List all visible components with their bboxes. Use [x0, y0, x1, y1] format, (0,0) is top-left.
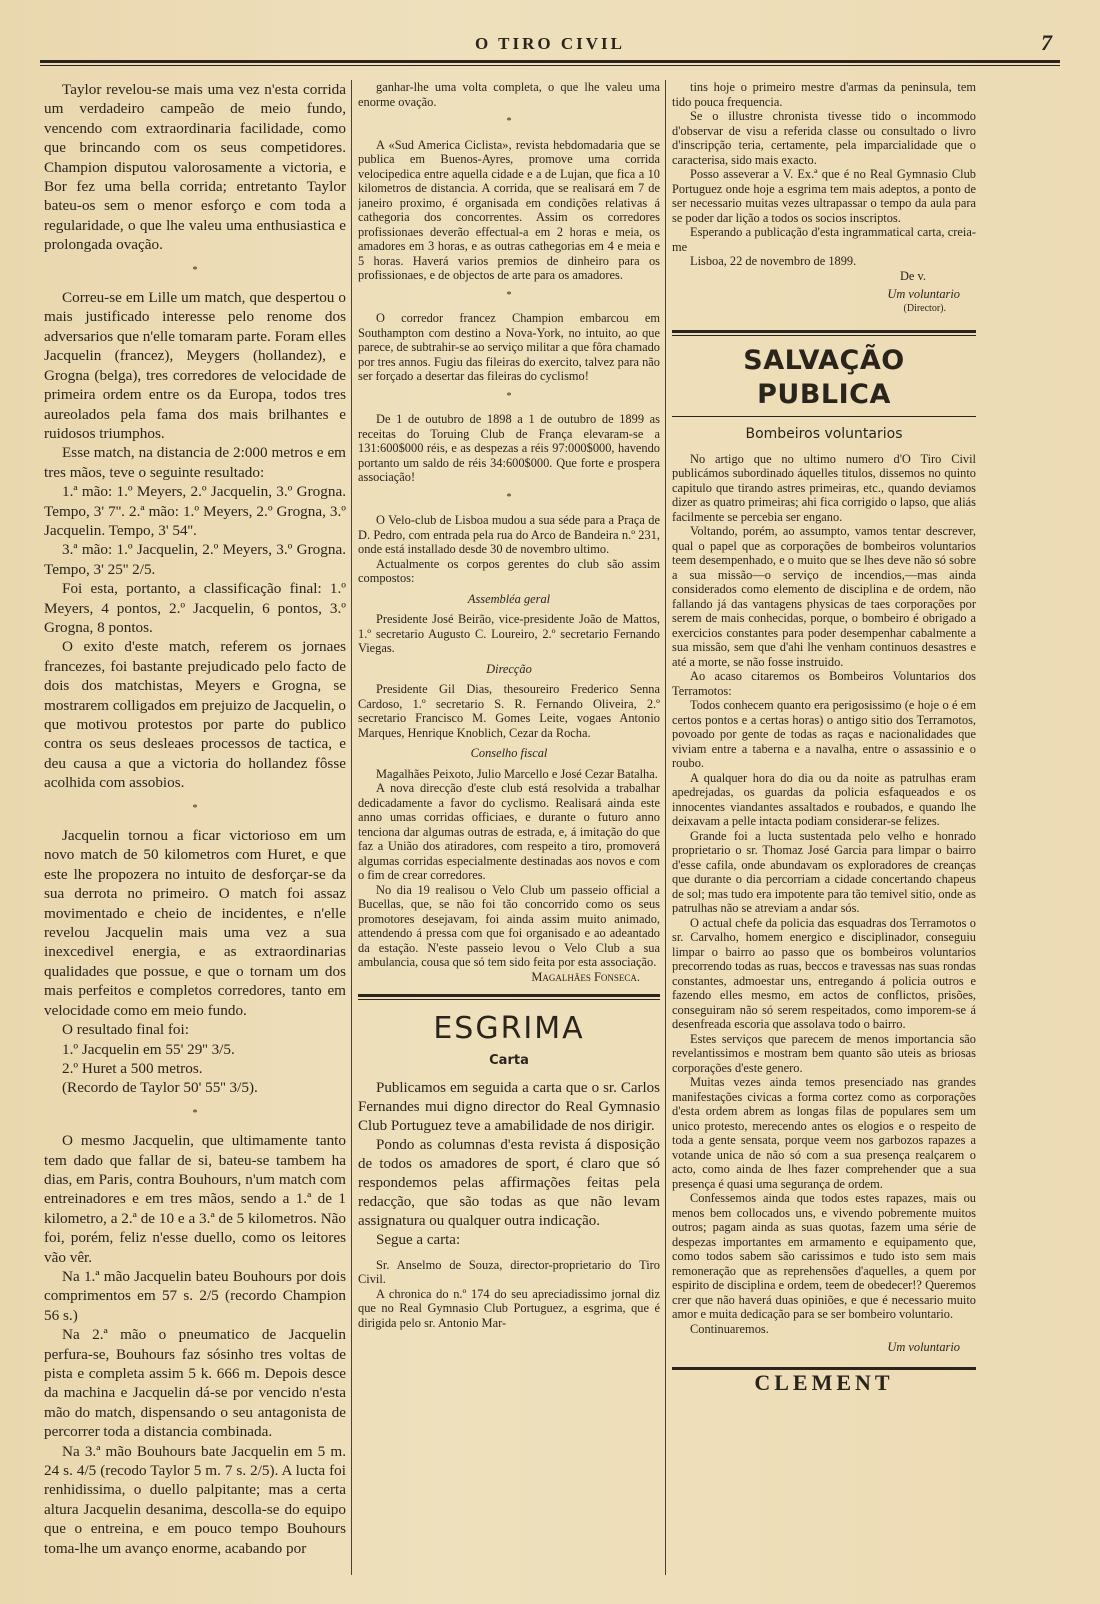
- paragraph: Foi esta, portanto, a classificação final: 1.º Meyers, 4 pontos, 2.º Jacquelin, 6 pontos, 3.º Grogna, 8 pontos.: [44, 580, 346, 636]
- paragraph: A qualquer hora do dia ou da noite as patrulhas eram apedrejadas, os guardas da policia esfaqueados e os innocentes viandantes assaltados e roubados, e quando lhe deixavam a pelle intacta podiam considerar-se felizes.: [672, 770, 976, 828]
- result-line: 2.º Huret a 500 metros.: [62, 1059, 203, 1077]
- paragraph: O Velo-club de Lisboa mudou a sua séde para a Praça de D. Pedro, com entrada pela rua do Arco de Bandeira n.º 231, onde está installado desde 30 de novembro ultimo.: [358, 513, 660, 556]
- separator-star: *: [506, 116, 512, 127]
- paragraph: O mesmo Jacquelin, que ultimamente tanto tem dado que fallar de si, bateu-se tambem ha dias, em Paris, contra Bouhours, n'um match com entreinadores e em tres mãos, sendo a 1.ª de 1 kilometro, a 2.ª de 10 e a 3.ª de 5 kilometros. Não foi, porém, feliz n'esse duello, como os leitores vão vêr.: [44, 1132, 346, 1266]
- column-3: [672, 80, 976, 1575]
- paragraph: Esperando a publicação d'esta ingrammatical carta, creia-me: [672, 225, 976, 254]
- separator-star: *: [506, 390, 512, 402]
- paragraph: A «Sud America Ciclista», revista hebdomadaria que se publica em Buenos-Ayres, promove uma corrida velocipedica entre aquella cidade e a de Lujan, que fica a 10 kilometros de distancia. A corrida, que se realisará em 7 de janeiro proximo, é organisada em condições relativas á cathegoria dos concorrentes. Assim os corredores profissionaes deverão effectual-a em 2 horas e meia, os amadores em 3 horas, e as outras cathegorias em 4 e meia e 5 horas. Haverá varios premios de dinheiro para os profissionaes, e de objectos de arte para os amadores.: [358, 137, 660, 282]
- paragraph: A chronica do n.º 174 do seu apreciadissimo jornal diz que no Real Gymnasio Club Portuguez, a esgrima, que é dirigida pelo sr. Antonio Mar-: [358, 1286, 660, 1330]
- paragraph: Se o illustre chronista tivesse tido o incommodo d'observar de visu a referida classe ou consultado o livro d'inscripção teria, certamente, pela imparcialidade que o caracterisa, sido mais exacto.: [672, 109, 976, 167]
- paragraph: 3.ª mão: 1.º Jacquelin, 2.º Meyers, 3.º Grogna. Tempo, 3' 25'' 2/5.: [44, 541, 346, 578]
- paragraph: Todos conhecem quanto era perigosissimo (e hoje o é em certos pontos e a certas horas) o antigo sitio dos Terramotos, povoado por gente de todas as raças e nacionalidades que viviam entre a taberna e a navalha, entre o assassinio e o roubo.: [672, 698, 976, 770]
- paragraph: No artigo que no ultimo numero d'O Tiro Civil publicámos subordinado áquelles titulos, dissemos no quinto capitulo que tirando astres primeiras, etc., quando deviamos dizer as quatro primeiras; ahi fica corrigido o lapso, que aliás facilmente se percebia ser engano.: [672, 451, 976, 524]
- paragraph: Esse match, na distancia de 2:000 metros e em tres mãos, teve o seguinte resultado:: [44, 444, 346, 481]
- header-rule: [40, 60, 1060, 63]
- column-1: [44, 80, 346, 1575]
- paragraph: Grande foi a lucta sustentada pelo velho e honrado proprietario o sr. Thomaz José Garcia para limpar o bairro d'esse cafila, onde abundavam os exploradores de creanças que durante o dia percorriam a cidade concertando chapeus de sol; mas tudo era impotente para tão temivel sitio, onde as patrulhas não se atreviam a andar sós.: [672, 828, 976, 915]
- paragraph: Ao acaso citaremos os Bombeiros Voluntarios dos Terramotos:: [672, 669, 976, 698]
- paragraph: tins hoje o primeiro mestre d'armas da peninsula, tem tido pouca frequencia.: [672, 80, 976, 109]
- paragraph: ganhar-lhe uma volta completa, o que lhe valeu uma enorme ovação.: [358, 80, 660, 109]
- author-signature: Magalhães Fonseca.: [531, 969, 640, 984]
- letter-signature-role: (Director).: [903, 302, 946, 314]
- paragraph: No dia 19 realisou o Velo Club um passeio official a Bucellas, que, se não foi tão concorrido como os seus promotores desejavam, foi ainda assim muito animado, attendendo á pressa com que foi organisado e ao adeantado da estação. N'este passeio levou o Velo Club a sua ambulancia, cousa que só tem sido feita por esta associação.: [358, 882, 660, 969]
- paragraph: Magalhães Peixoto, Julio Marcello e José Cezar Batalha.: [376, 766, 658, 781]
- article-signature: Um voluntario: [887, 1340, 960, 1354]
- paragraph: Muitas vezes ainda temos presenciado nas grandes manifestações civicas a forma cortez como as corporações d'esta ordem abrem as longas filas de populares sem um unico protesto, merecendo antes os elogios e o respeito de toda a gente sensata, porque veem nos garbozos rapazes a votande unica de não só com a sua presença realçarem o acto, como ainda de lhes fazer comprehender que a sua presença é quasi uma segurança de ordem.: [672, 1075, 976, 1191]
- paragraph: Presidente Gil Dias, thesoureiro Frederico Senna Cardoso, 1.º secretario S. R. Fernando Oliveira, 2.º secretario Francisco M. Gomes Leite, vogaes Antonio Marques, Henrique Knoblich, Cezar da Rocha.: [358, 682, 660, 740]
- letter-closing: De v.: [899, 268, 926, 283]
- paragraph: O actual chefe da policia das esquadras dos Terramotos o sr. Carvalho, homem energico e disciplinador, conseguiu limpar o bairro ao passo que os bombeiros voluntarios precorrendo todas as ruas, beccos e travessas nas suas rondas constantes, admoestar uns, entregando á policia outros e fazendo elles mesmo, em actos de conflictos, prisões, conseguiram não só serem respeitados, como imporem-se á desenfreada escoria que assolava todo o bairro.: [672, 915, 976, 1031]
- section-rule-thin: [358, 999, 660, 1000]
- paragraph: Segue a carta:: [376, 1231, 461, 1248]
- newspaper-title: O TIRO CIVIL: [475, 34, 625, 53]
- paragraph: Pondo as columnas d'esta revista á disposição de todos os amadores de sport, é claro que só respondemos pelas affirmações feitas pela redacção, que são todas as que não levam assignatura ou qualquer outra indicação.: [358, 1136, 660, 1229]
- header-rule-thin: [40, 65, 1060, 66]
- paragraph: Taylor revelou-se mais uma vez n'esta corrida um verdadeiro campeão de meio fundo, vencendo com extraordinaria facilidade, como que brincando com os seus competidores. Champion disputou valorosamente a victoria, e Bor fez uma bella corrida; entretanto Taylor bateu-os sem o menor esforço e com toda a regularidade, o que lhe valeu uma enthusiastica e prolongada ovação.: [44, 81, 346, 254]
- column-divider: [665, 80, 666, 1575]
- paragraph: Na 1.ª mão Jacquelin bateu Bouhours por dois comprimentos em 57 s. 2/5 (recordo Champion 56 s.): [44, 1267, 346, 1324]
- column-divider: [351, 80, 352, 1575]
- section-rule: [358, 994, 660, 997]
- paragraph: De 1 de outubro de 1898 a 1 de outubro de 1899 as receitas do Toruing Club de França elevaram-se a 131:600$000 réis, e as despezas a réis 97:000$000, havendo portanto um saldo de réis 34:600$000. Que forte e prospera associação!: [358, 412, 660, 484]
- separator-star: *: [192, 1107, 198, 1119]
- paragraph: Na 2.ª mão o pneumatico de Jacquelin perfura-se, Bouhours faz sósinho tres voltas de pista e completa assim 5 k. 666 m. Depois desce da machina e Jacquelin dá-se por vencido n'esta mão do match, dispensando o seu antagonista de percorrer toda a distancia combinada.: [44, 1326, 346, 1441]
- separator-star: *: [192, 264, 198, 276]
- section-title-salvacao: SALVAÇÃO PUBLICA: [743, 345, 905, 410]
- result-line: 1.º Jacquelin em 55' 29'' 3/5.: [62, 1040, 235, 1058]
- paragraph: Na 3.ª mão Bouhours bate Jacquelin em 5 m. 24 s. 4/5 (recodo Taylor 5 m. 7 s. 2/5). A lucta foi renhidissima, o duello palpitante; mas a certa altura Jacquelin desanima, descolla-se do equipo que o entreina, e em pouco tempo Bouhours toma-lhe um avanço enorme, acabando por: [44, 1442, 346, 1557]
- paragraph: Sr. Anselmo de Souza, director-proprietario do Tiro Civil.: [358, 1257, 660, 1286]
- section-subtitle-carta: Carta: [489, 1053, 529, 1068]
- paragraph: Jacquelin tornou a ficar victorioso em um novo match de 50 kilometros com Huret, e que este lhe propozera no intuito de desforçar-se da sua derrota no primeiro. O match foi assaz movimentado e cheio de incidentes, e n'elle revelou Jacquelin mais uma vez a sua inexcedivel energia, e as extraordinarias qualidades que possue, e que o tornam um dos mais perfeitos e completos corredores, tanto em velocidade como em meio fundo.: [44, 827, 346, 1019]
- letter-date: Lisboa, 22 de novembro de 1899.: [690, 254, 857, 268]
- paragraph: Posso asseverar a V. Ex.ª que é no Real Gymnasio Club Portuguez onde hoje a esgrima tem mais adeptos, a ponto de ser necessario muitas vezes ultrapassar o tempo da aula para se poder dar lição a todos os socios inscriptos.: [672, 167, 976, 225]
- paragraph: Presidente José Beirão, vice-presidente João de Mattos, 1.º secretario Augusto C. Loureiro, 2.º secretario Fernando Viegas.: [358, 612, 660, 655]
- separator-star: *: [506, 491, 512, 503]
- paragraph: Continuaremos.: [690, 1321, 769, 1336]
- section-rule: [672, 330, 976, 333]
- subheading: Conselho fiscal: [470, 746, 548, 760]
- page-header: [40, 30, 1060, 72]
- section-rule-thin: [672, 416, 976, 417]
- paragraph: Estes serviços que parecem de menos importancia são revelantissimos e mostram bem quanto são uteis as briosas corporações d'este genero.: [672, 1031, 976, 1075]
- paragraph: O corredor francez Champion embarcou em Southampton com destino a Nova-York, no intuito, ao que parece, de subtrahir-se ao serviço militar a que fôra chamado por tres annos. Fugiu das fileiras do exercito, talvez para não ser forçado a desertar das fileiras do cyclismo!: [358, 311, 660, 383]
- column-2: [358, 80, 660, 1575]
- paragraph: O resultado final foi:: [62, 1021, 189, 1039]
- paragraph: Correu-se em Lille um match, que despertou o mais justificado interesse pelo renome dos adversarios que n'elle tomaram parte. Foram elles Jacquelin (francez), Meygers (hollandez), e Grogna (belga), tres corredores de velocidade de primeira ordem entre os da Europa, todos tres aureolados pela fama dos mais brilhantes e ruidosos triumphos.: [44, 289, 346, 442]
- subheading: Assembléa geral: [467, 591, 551, 606]
- section-title-esgrima: ESGRIMA: [433, 1011, 585, 1046]
- section-subtitle-bombeiros: Bombeiros voluntarios: [745, 426, 903, 442]
- letter-signature: Um voluntario: [887, 287, 960, 301]
- advertisement-clement: CLEMENT: [754, 1369, 894, 1395]
- paragraph: A nova direcção d'este club está resolvida a trabalhar dedicadamente a favor do cyclismo. Realisará ainda este anno umas corridas officiaes, e durante o futuro anno tenciona dar algumas outras de estrada, e, á imitação do que faz a União dos atiradores, com respeito a tiro, promoverá algumas corridas especialmente destinadas aos novos e com o fim de crear corredores.: [358, 781, 660, 882]
- paragraph: 1.ª mão: 1.º Meyers, 2.º Jacquelin, 3.º Grogna. Tempo, 3' 7''. 2.ª mão: 1.º Meyers, 2.º Grogna, 3.º Jacquelin. Tempo, 3' 54''.: [44, 483, 346, 539]
- paragraph: Confessemos ainda que todos estes rapazes, mais ou menos bem collocados uns, e vivendo pobremente muitos outros; pagam ainda as suas quotas, fazem uma série de despezas importantes em armamento e equipamento que, como todos sabem são carissimos e tudo isto sem mais remoneração que as reprehensões d'aquelles, a quem por espirito de disciplina e ordem, teem de obedecer!? Queremos crer que não haverá duas opiniões, e que é necessario muito amor e muita dedicação para se ser bombeiro voluntario.: [672, 1191, 976, 1321]
- paragraph: Voltando, porém, ao assumpto, vamos tentar descrever, qual o papel que as corporações de bombeiros voluntarios teem desempenhado, e o muito que se lhes deve não só sobre a sua missão—o serviço de incendios,—mas ainda considerados como elemento de disciplina e de ordem, não fallando já das vantagens physicas de taes corporações por serem de mais conhecidas, porque, o bombeiro é obrigado a exercicios constantes para poder desempenhar cabalmente a sua missão, sem que d'ahi lhe venham continuos desastres e até a morte, se não fosse instruido.: [672, 524, 976, 669]
- result-line: (Recordo de Taylor 50' 55'' 3/5).: [62, 1079, 258, 1097]
- separator-star: *: [192, 802, 198, 814]
- paragraph: O exito d'este match, referem os jornaes francezes, foi bastante prejudicado pelo facto de dois dos matchistas, Meyers e Grogna, se mostrarem colligados em prejuizo de Jacquelin, o que motivou protestos por parte do publico contra os seus desleaes processos de tactica, e deu causa a que a victoria do hollandez fôsse acolhida com assobios.: [44, 638, 346, 792]
- subheading: Direcção: [486, 661, 532, 676]
- separator-star: *: [506, 289, 512, 301]
- paragraph: Publicamos em seguida a carta que o sr. Carlos Fernandes mui digno director do Real Gymnasio Club Portuguez teve a amabilidade de nos dirigir.: [358, 1079, 660, 1134]
- page-number: 7: [1041, 30, 1052, 55]
- section-rule-thin: [672, 335, 976, 336]
- paragraph: Actualmente os corpos gerentes do club são assim compostos:: [358, 556, 660, 585]
